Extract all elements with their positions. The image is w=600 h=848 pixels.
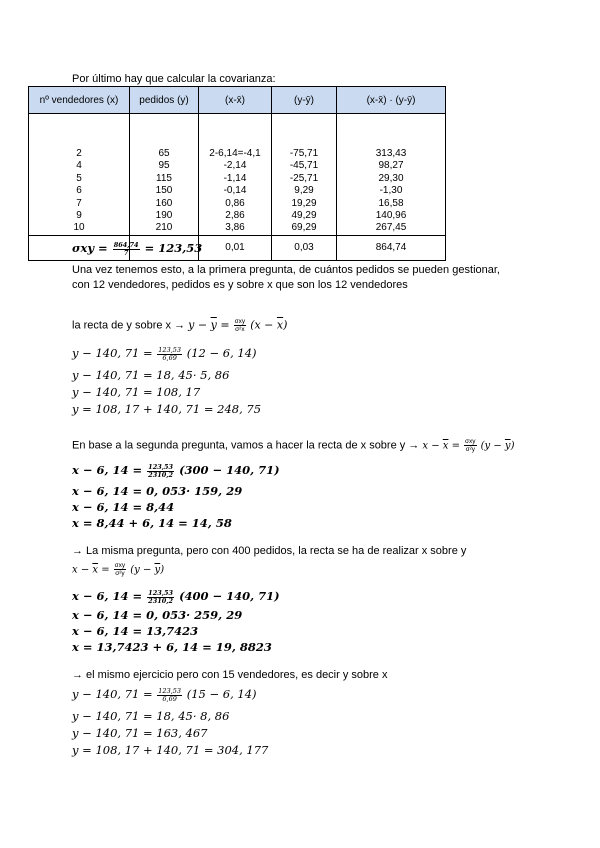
paragraph-1: Una vez tenemos esto, a la primera pregunta, de cuántos pedidos se pueden gestionar, con 12 vendedores, pedidos es y sobre x que son los 12 vendedores — [72, 264, 500, 291]
q1-l1-num: 123,53 — [158, 345, 182, 354]
q1-line-4: y = 108, 17 + 140, 71 = 248, 75 — [72, 402, 262, 416]
sxy-rhs: = 123,53 — [144, 241, 203, 255]
table-cell: 160 — [155, 197, 173, 209]
header-vendedores: nº vendedores (x) — [29, 87, 130, 114]
q4-line-3: y − 140, 71 = 163, 467 — [72, 726, 208, 740]
header-pedidos: pedidos (y) — [130, 87, 199, 114]
paragraph-4: → el mismo ejercicio pero con 15 vendedores, es decir y sobre x — [72, 669, 388, 681]
table-cell: 95 — [158, 160, 170, 172]
q1-l1-post: (12 − 6, 14) — [186, 346, 257, 360]
table-cell: -2,14 — [223, 160, 247, 172]
col-x-dev — [199, 114, 272, 236]
table-cell: 150 — [155, 185, 173, 197]
q1-l1-den: 6,69 — [162, 353, 177, 362]
table-cell: 9 — [76, 210, 82, 222]
q1-l1-pre: y − 140, 71 = — [72, 346, 153, 360]
q3-l1-den: 2310,2 — [148, 596, 174, 605]
table-cell: 49,29 — [291, 210, 317, 222]
frac-sx2-1: σ²x — [235, 326, 245, 333]
q4-l1-num: 123,53 — [158, 686, 182, 695]
total-x-dev: 0,01 — [199, 235, 272, 260]
header-x-dev: (x-x̄) — [199, 87, 272, 114]
table-cell: 19,29 — [291, 197, 317, 209]
table-cell: 0,86 — [225, 197, 245, 209]
table-cell: 115 — [156, 172, 172, 184]
table-cell: 2-6,14=-4,1 — [209, 148, 261, 159]
recta-yx-line: la recta de y sobre $x \to y - \overline{y}$ = $\frac{\text{σxy}}{\text{σ²x}}$ $(x - \overline{x})$ — [72, 318, 288, 333]
table-header-row — [29, 87, 446, 114]
paragraph-2-line: En base a la segunda pregunta, vamos a hacer la recta de x sobre $y \to x - \overline{x}$ = $\frac{\text{σxy}}{\text{σ²y}}$ $(y - \overline{y})$ — [72, 438, 515, 453]
q2-l1-den: 2310,2 — [148, 470, 174, 479]
table-cell: 267,45 — [375, 222, 407, 234]
table-cell: 7 — [76, 197, 82, 209]
q3-l1-num: 123,53 — [148, 588, 174, 597]
table-cell: 4 — [76, 160, 82, 172]
q4-l1-den: 6,69 — [162, 694, 177, 703]
recta-xy-line: $x - \overline{x}$ = $\frac{\text{σxy}}{\text{σ²y}}$ $(y - \overline{y})$ — [72, 562, 165, 577]
table-cell: -1,30 — [379, 185, 403, 197]
frac-sxy-3: σxy — [114, 562, 126, 569]
sxy-den: 7 — [123, 248, 129, 257]
table-cell: -1,14 — [223, 172, 247, 184]
table-cell: 313,43 — [375, 148, 407, 159]
q3-line-4: x = 13,7423 + 6, 14 = 19, 8823 — [72, 640, 272, 654]
recta-yx-label: la recta de y sobre x → — [72, 319, 186, 332]
q4-l1-post: (15 − 6, 14) — [186, 687, 257, 701]
header-y-dev: (y-ȳ) — [272, 87, 337, 114]
q1-line-3: y − 140, 71 = 108, 17 — [72, 385, 201, 399]
q1-line-1 — [72, 346, 257, 362]
col-y-dev — [272, 114, 337, 236]
q3-line-3: x − 6, 14 = 13,7423 — [72, 624, 199, 638]
q3-l1-post: (400 − 140, 71) — [179, 589, 280, 603]
paragraph-2: En base a la segunda pregunta, vamos a hacer la recta de x sobre y → — [72, 439, 420, 452]
q2-line-3: x − 6, 14 = 8,44 — [72, 500, 175, 514]
table-cell: -0,14 — [223, 185, 247, 197]
q1-line-2: y − 140, 71 = 18, 45· 5, 86 — [72, 368, 230, 382]
q2-l1-post: (300 − 140, 71) — [179, 463, 280, 477]
q3-line-1 — [72, 589, 280, 605]
table-cell: 2,86 — [225, 210, 245, 222]
frac-sxy-1: σxy — [234, 318, 246, 325]
table-cell: 2 — [76, 148, 82, 159]
frac-sy2-2: σ²y — [465, 446, 476, 453]
col-pedidos — [130, 114, 199, 236]
paragraph-3: → La misma pregunta, pero con 400 pedidos, la recta se ha de realizar x sobre y — [72, 545, 467, 557]
sxy-formula — [72, 241, 202, 257]
col-vendedores — [29, 114, 130, 236]
table-cell: 65 — [158, 148, 170, 159]
total-y-dev: 0,03 — [272, 235, 337, 260]
intro-text: Por último hay que calcular la covarianza: — [72, 73, 276, 85]
q4-line-1 — [72, 687, 257, 703]
table-cell: 10 — [73, 222, 85, 234]
q2-line-4: x = 8,44 + 6, 14 = 14, 58 — [72, 516, 232, 530]
q4-line-2: y − 140, 71 = 18, 45· 8, 86 — [72, 709, 230, 723]
table-cell: -45,71 — [289, 160, 319, 172]
table-cell: 6 — [76, 185, 82, 197]
table-cell: 29,30 — [378, 172, 404, 184]
q3-l1-pre: x − 6, 14 = — [72, 589, 143, 603]
frac-sxy-2: σxy — [465, 438, 476, 445]
q2-l1-num: 123,53 — [148, 462, 174, 471]
table-cell: -75,71 — [289, 148, 319, 159]
q4-line-4: y = 108, 17 + 140, 71 = 304, 177 — [72, 743, 269, 757]
table-cell: 5 — [76, 172, 82, 184]
sxy-num: 864,74 — [113, 240, 139, 249]
table-cell: 98,27 — [378, 160, 404, 172]
covariance-table — [28, 86, 446, 261]
table-cell: 69,29 — [291, 222, 317, 234]
q2-line-1 — [72, 463, 280, 479]
table-cell: -25,71 — [289, 172, 319, 184]
table-cell: 140,96 — [375, 210, 407, 222]
table-cell: 3,86 — [225, 222, 245, 234]
table-cell: 210 — [155, 222, 173, 234]
table-cell: 16,58 — [378, 197, 404, 209]
q2-l1-pre: x − 6, 14 = — [72, 463, 143, 477]
q2-line-2: x − 6, 14 = 0, 053· 159, 29 — [72, 484, 243, 498]
sxy-lhs: σxy = — [72, 241, 108, 255]
q4-l1-pre: y − 140, 71 = — [72, 687, 153, 701]
table-cell: 9,29 — [294, 185, 314, 197]
header-product: (x-x̄) · (y-ȳ) — [337, 87, 446, 114]
col-product — [337, 114, 446, 236]
total-product: 864,74 — [337, 235, 446, 260]
frac-sy2-3: σ²y — [115, 570, 125, 577]
table-cell: 190 — [155, 210, 173, 222]
q3-line-2: x − 6, 14 = 0, 053· 259, 29 — [72, 608, 243, 622]
table-data-row — [29, 114, 446, 236]
